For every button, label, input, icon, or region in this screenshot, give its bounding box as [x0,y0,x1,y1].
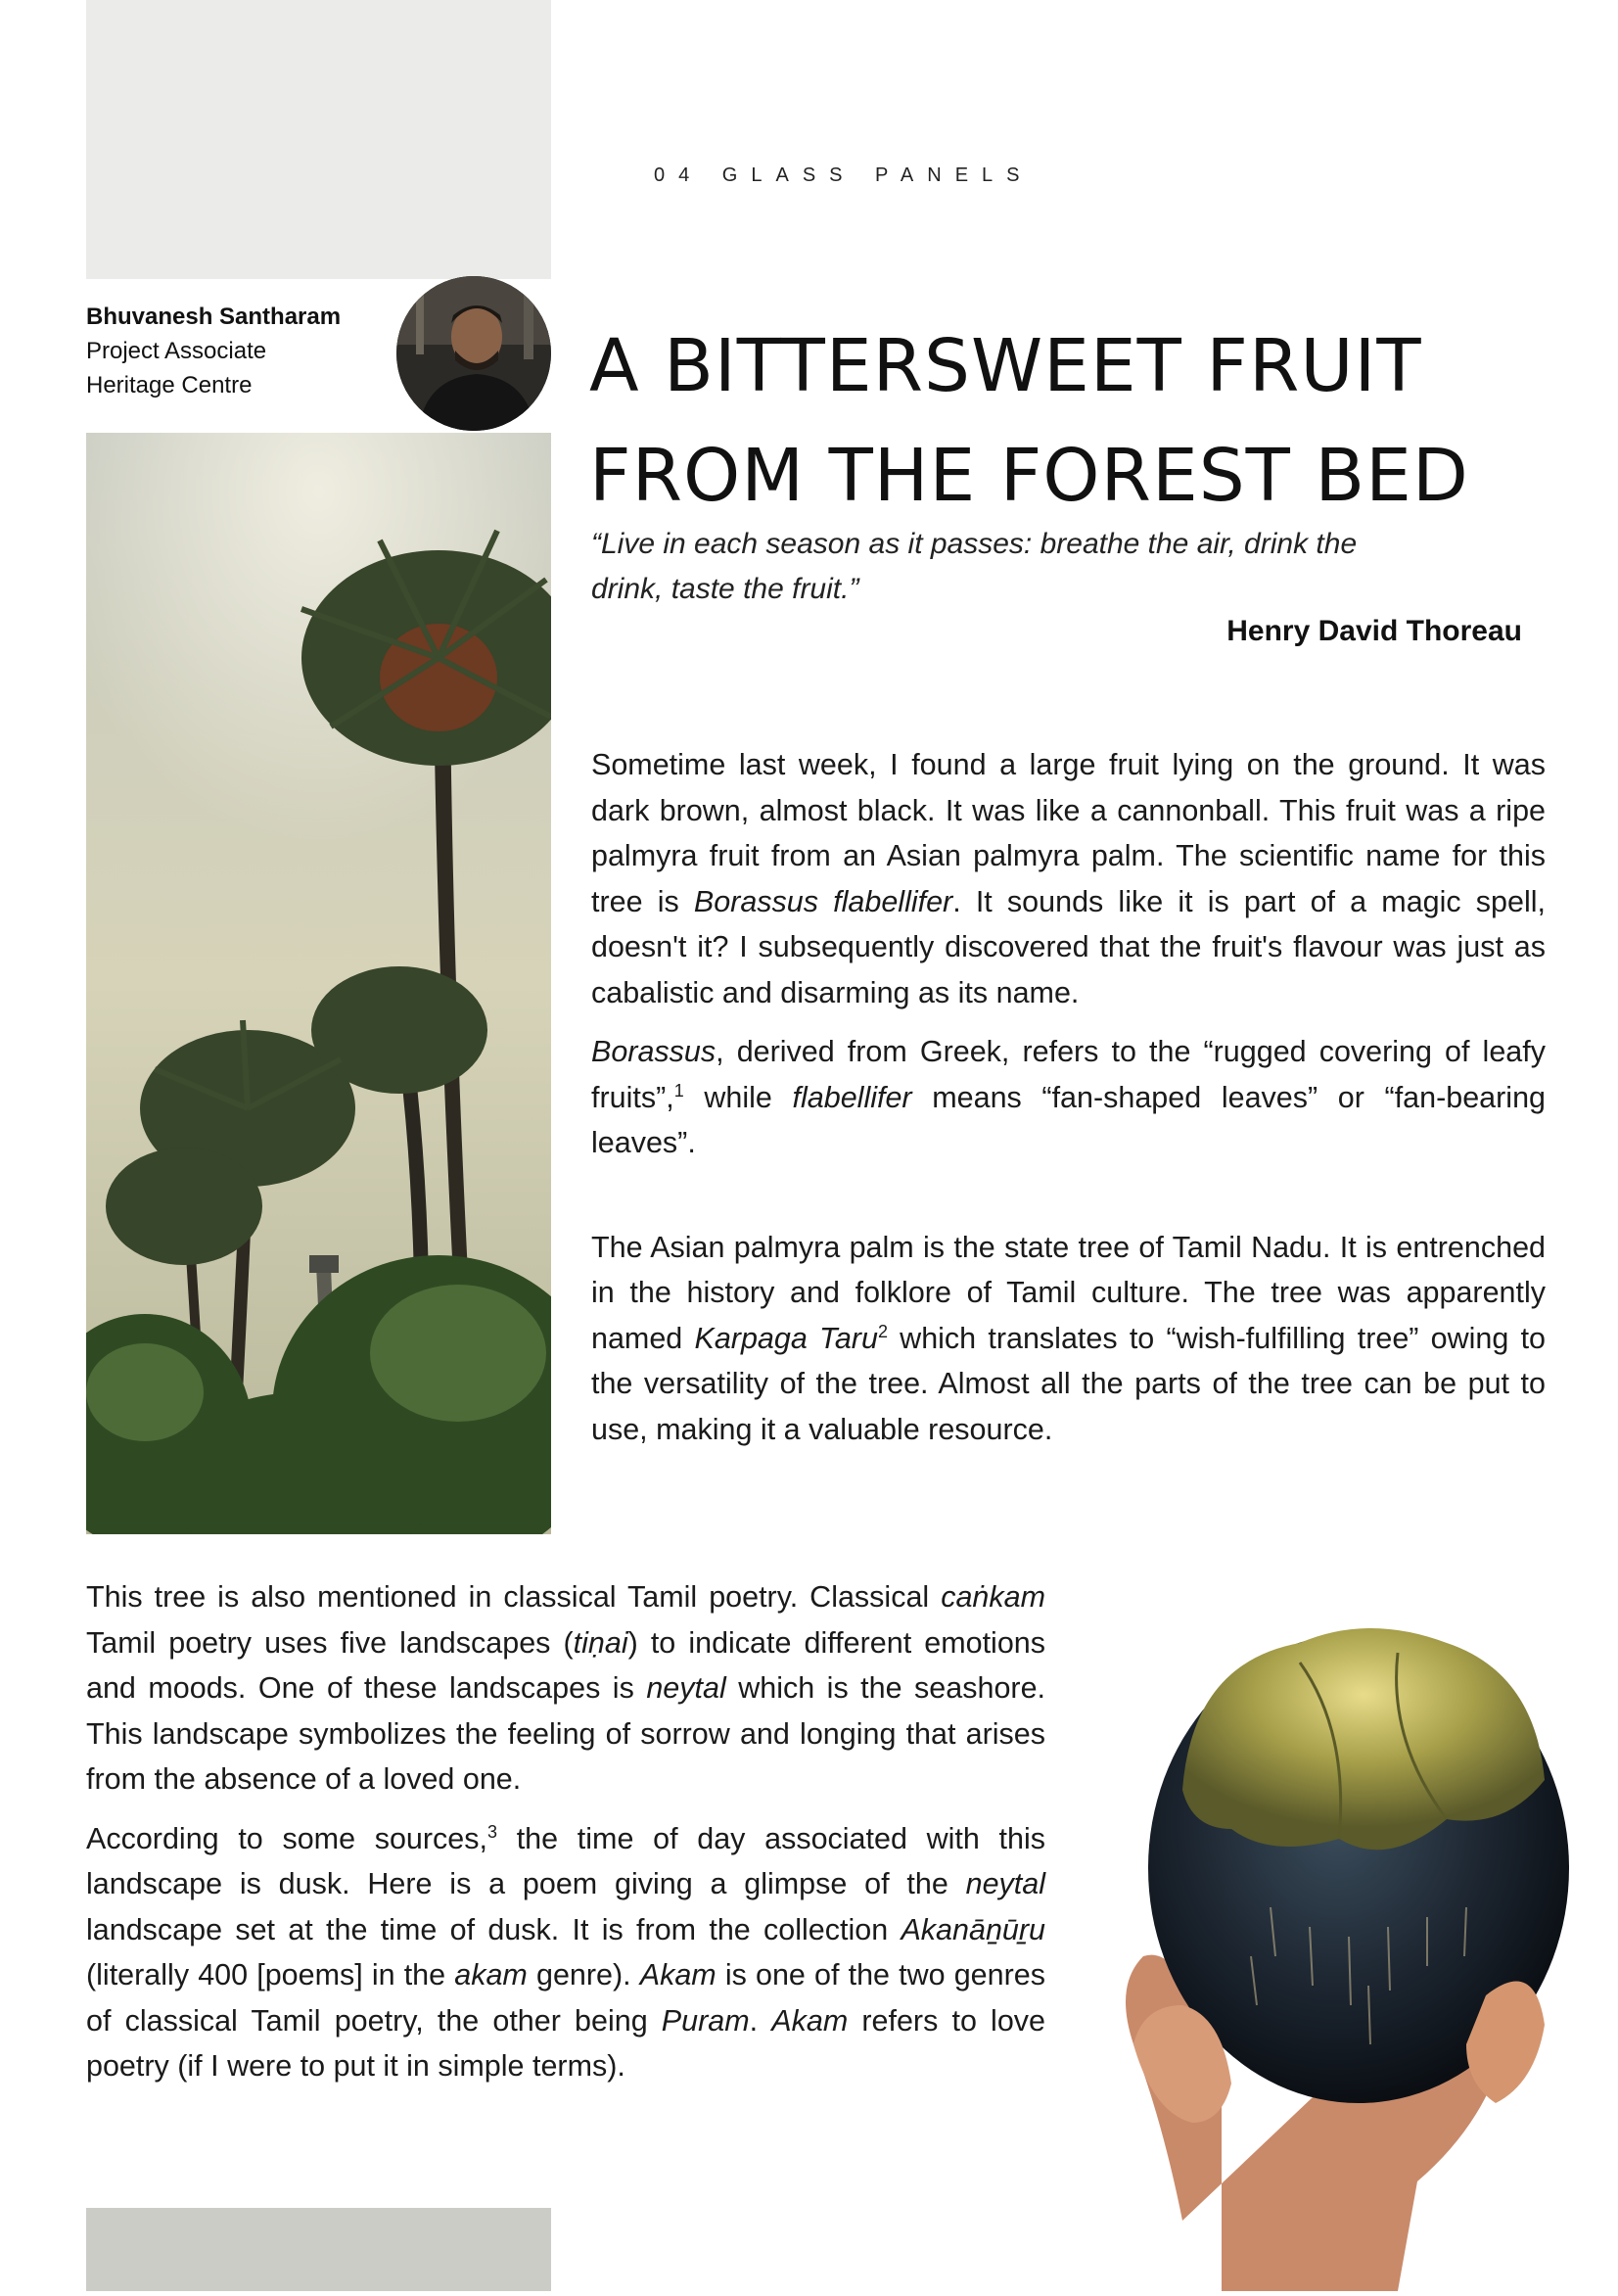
author-department: Heritage Centre [86,372,253,398]
footnote-ref: 3 [487,1821,498,1842]
text-emphasis: caṅkam [941,1580,1045,1614]
paragraph-3 [591,1225,1546,1453]
paragraph-5 [86,1816,1045,2089]
text-run: This tree is also mentioned in classical Tamil poetry. Classical [86,1580,942,1614]
text-run: According to some sources, [86,1821,487,1855]
title-line-1: A BITTERSWEET FRUIT [589,324,1422,408]
text-emphasis: akam [454,1958,528,1991]
palmyra-fruit-photo [1075,1496,1618,2291]
text-emphasis: Akam [639,1958,717,1991]
palm-trees-photo [86,433,551,1534]
article-column-right [591,742,1546,1452]
text-run: ) to indicate different emotions and moods. One of these landscapes is [86,1625,1046,1705]
paragraph-2 [591,1029,1546,1166]
text-emphasis: Borassus [591,1035,717,1068]
article-title [589,311,1588,531]
text-run: which is the seashore. This landscape symbolizes the feeling of sorrow and longing that arises from the absence of a loved one. [86,1671,1046,1796]
text-run: Tamil poetry uses five landscapes ( [86,1625,574,1660]
text-emphasis: neytal [646,1671,726,1705]
decorative-bottom-panel [86,2208,551,2291]
text-emphasis: neytal [965,1867,1045,1900]
text-run: genre). [527,1958,640,1991]
text-emphasis: tiṇai [573,1625,628,1660]
quote-line-1: “Live in each season as it passes: breathe the air, drink the [591,528,1358,560]
text-run: landscape set at the time of dusk. It is from the collection [86,1912,901,1946]
paragraph-1 [591,742,1546,1015]
text-run: (literally 400 [poems] in the [86,1958,455,1991]
section-label: 04 GLASS PANELS [654,164,1034,186]
article-column-left [86,1574,1045,2089]
text-emphasis: Akam [771,2003,849,2038]
text-run: means “fan-shaped leaves” or “fan-bearing leaves”. [591,1080,1546,1159]
quote-line-2: drink, taste the fruit.” [591,573,859,605]
decorative-top-panel [86,0,551,279]
footnote-ref: 1 [673,1080,684,1101]
text-emphasis: Akanāṉūṟu [901,1912,1045,1946]
text-emphasis: Karpaga Taru [694,1321,878,1355]
text-run: . [749,2003,772,2038]
text-run: Sometime last week, I found a large fruit lying on the ground. It was dark brown, almost black. It was like a cannonball. This fruit was a ripe palmyra fruit from an Asian palmyra palm. The scientific name for this tree is [591,748,1546,918]
author-avatar [396,276,551,431]
author-name: Bhuvanesh Santharam [86,304,342,330]
title-line-2: FROM THE FOREST BED [589,434,1469,518]
text-emphasis: Puram [661,2003,750,2038]
text-run: the time of day associated with this landscape is dusk. Here is a poem giving a glimpse of the [86,1821,1045,1900]
author-block [86,300,341,402]
text-emphasis: Borassus flabellifer [693,884,953,918]
text-run: which translates to “wish-fulfilling tree” owing to the versatility of the tree. Almost all the parts of the tree can be put to use, making it a valuable resource. [591,1321,1547,1446]
epigraph-quote [591,522,1472,612]
text-run: The Asian palmyra palm is the state tree of Tamil Nadu. It is entrenched in the history and folklore of Tamil culture. The tree was apparently named [591,1230,1546,1355]
paragraph-4 [86,1574,1045,1803]
text-run: is one of the two genres of classical Tamil poetry, the other being [86,1958,1045,2038]
text-run: . It sounds like it is part of a magic spell, doesn't it? I subsequently discovered that the fruit's flavour was just as cabalistic and disarming as its name. [591,884,1546,1009]
text-run: , derived from Greek, refers to the “rugged covering of leafy fruits”, [591,1035,1546,1114]
text-emphasis: flabellifer [792,1080,912,1114]
text-run: refers to love poetry (if I were to put it in simple terms). [86,2003,1045,2083]
text-run: while [683,1080,793,1114]
footnote-ref: 2 [877,1321,888,1341]
author-role: Project Associate [86,338,267,364]
quote-author: Henry David Thoreau [1226,615,1522,647]
